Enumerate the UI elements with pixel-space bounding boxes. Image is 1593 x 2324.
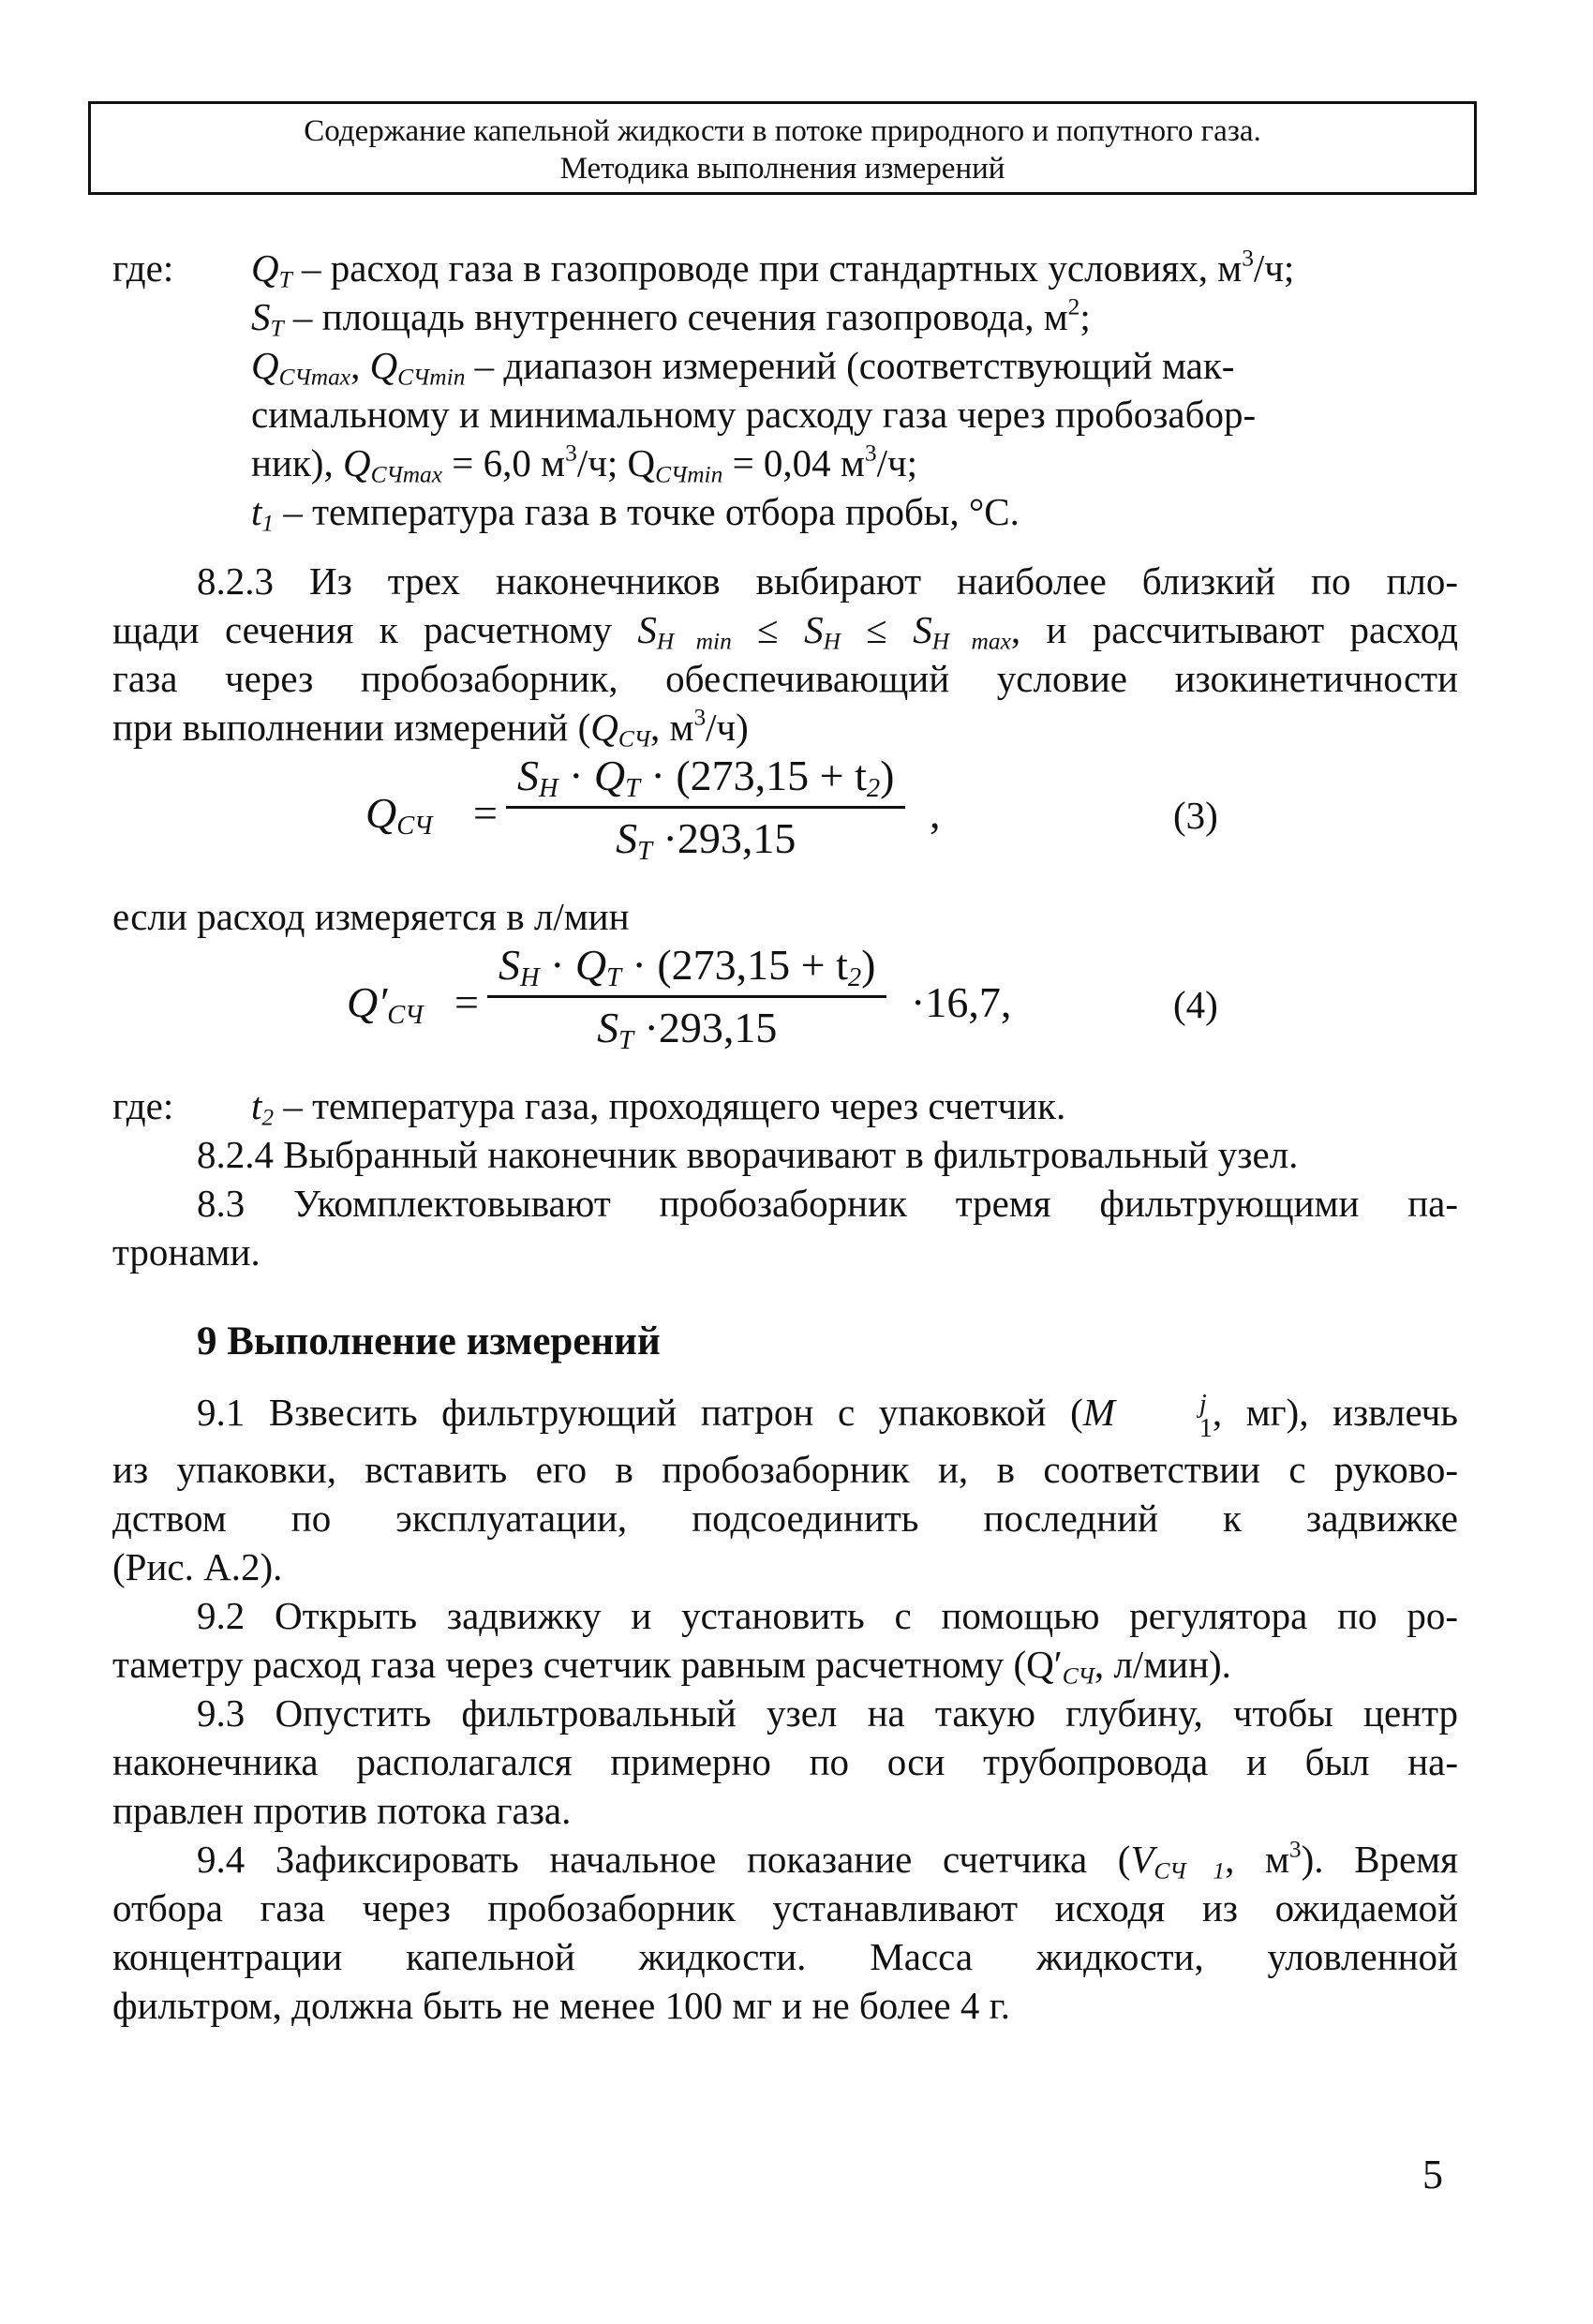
- formula4-multiplier: ·16,7,: [911, 978, 1012, 1026]
- p91-line4: (Рис. А.2).: [112, 1545, 283, 1588]
- p93-line3: правлен против потока газа.: [112, 1789, 572, 1832]
- p823-line2: щади сечения к расчетному $S_{H min} \le S_H \le S_{H max}$, и рассчитывают расход: [112, 608, 1458, 655]
- formula-3: [112, 752, 1458, 892]
- p823-line4: при выполнении измерений ($Q_{СЧ}$, $м^3/ч$): [112, 704, 749, 752]
- p823-line3: газа через пробозаборник, обеспечивающий условие изокинетичности: [112, 657, 1458, 700]
- formula4-lhs: $Q'_{СЧ}$: [347, 978, 424, 1031]
- header-title-line2: Методика выполнения измерений: [559, 152, 1005, 186]
- paragraph-9-4: [112, 1835, 1458, 2030]
- document-header: [88, 101, 1477, 195]
- formula3-lhs: $Q_{СЧ}$: [365, 789, 433, 842]
- p91-line3: дством по эксплуатации, подсоединить последний к задвижке: [112, 1497, 1458, 1540]
- paragraph-8-3-line1: 8.3 Укомплектовывают пробозаборник тремя фильтрующими па-: [197, 1182, 1458, 1225]
- p94-line1: 9.4 Зафиксировать начальное показание счетчика ($V_{СЧ 1}$, $м^3$). Время: [197, 1836, 1458, 1885]
- def-range-line3: ник), $Q_{СЧmax} = 6,0$ $м^3/ч$; $Q_{СЧmin} = 0,04$ $м^3/ч$;: [251, 439, 917, 488]
- section-9-title: 9 Выполнение измерений: [197, 1319, 661, 1363]
- paragraph-9-1: [112, 1379, 1458, 1591]
- paragraph-9-3: [112, 1689, 1458, 1835]
- definitions-label-2: где:: [112, 1084, 174, 1127]
- formula3-fraction: [506, 752, 905, 867]
- page-number: 5: [1422, 2152, 1443, 2197]
- formula3-numerator: $S_H \cdot Q_T \cdot (273,15 + t_2)$: [506, 752, 905, 809]
- formula4-denominator: $S_T \cdot 293,15$: [597, 1004, 778, 1056]
- def-qt: $Q_T$ – расход газа в газопроводе при стандартных условиях, $м^3/ч$;: [251, 245, 1295, 293]
- def-t1: $t_1$ – температура газа в точке отбора пробы, °С.: [251, 490, 1020, 537]
- def-range: $Q_{СЧmax}$, $Q_{СЧmin}$ – диапазон измерений (соответствующий мак-: [251, 344, 1235, 391]
- paragraph-8-3-line2: тронами.: [112, 1230, 261, 1274]
- header-title-line1: Содержание капельной жидкости в потоке природного и попутного газа.: [304, 114, 1261, 148]
- definitions-label: где:: [112, 246, 174, 290]
- p92-line1: 9.2 Открыть задвижку и установить с помощью регулятора по ро-: [197, 1594, 1458, 1637]
- formula3-equals: =: [473, 789, 498, 837]
- definitions-block: [112, 244, 1458, 536]
- paragraph-9-2: [112, 1591, 1458, 1689]
- between-formulas-text: если расход измеряетcя в л/мин: [112, 895, 630, 938]
- definitions-block-2: [112, 1081, 1458, 1130]
- def-st: $S_T$ – площадь внутреннего сечения газопровода, $м^2$;: [251, 293, 1091, 342]
- formula3-number: (3): [1173, 794, 1218, 837]
- formula4-fraction: [487, 941, 886, 1056]
- page-body: [112, 244, 1458, 2030]
- paragraph-8-2-4: 8.2.4 Выбранный наконечник вворачивают в фильтровальный узел.: [197, 1133, 1299, 1176]
- p823-line1: 8.2.3 Из трех наконечников выбирают наиболее близкий по пло-: [197, 559, 1458, 603]
- p92-line2: таметру расход газа через счетчик равным расчетному ($Q'_{СЧ}$, л/мин).: [112, 1643, 1231, 1690]
- formula3-comma: ,: [930, 789, 941, 837]
- def-t2: $t_2$ – температура газа, проходящего через счетчик.: [251, 1084, 1066, 1131]
- formula4-numerator: $S_H \cdot Q_T \cdot (273,15 + t_2)$: [487, 941, 886, 998]
- def-range-line2: симальному и минимальному расходу газа через пробозабор-: [251, 393, 1257, 436]
- p93-line2: наконечника располагался примерно по оси трубопровода и был на-: [112, 1740, 1458, 1783]
- formula4-equals: =: [454, 978, 479, 1026]
- p91-line1: 9.1 Взвесить фильтрующий патрон с упаковкой (M j 1 , мг), извлечь: [197, 1389, 1459, 1443]
- p94-line2: отбора газа через пробозаборник устанавливают исходя из ожидаемой: [112, 1886, 1458, 1929]
- formula4-number: (4): [1173, 983, 1218, 1026]
- p93-line1: 9.3 Опустить фильтровальный узел на такую глубину, чтобы центр: [197, 1691, 1458, 1735]
- p94-line3: концентрации капельной жидкости. Масса жидкости, уловленной: [112, 1935, 1458, 1978]
- formula3-denominator: $S_T \cdot 293,15$: [616, 814, 796, 867]
- p91-line2: из упаковки, вставить его в пробозаборник и, в соответствии с руково-: [112, 1448, 1458, 1491]
- formula-4: [112, 941, 1458, 1081]
- p94-line4: фильтром, должна быть не менее 100 мг и не более 4 г.: [112, 1984, 1011, 2027]
- paragraph-8-2-3: [112, 557, 1458, 752]
